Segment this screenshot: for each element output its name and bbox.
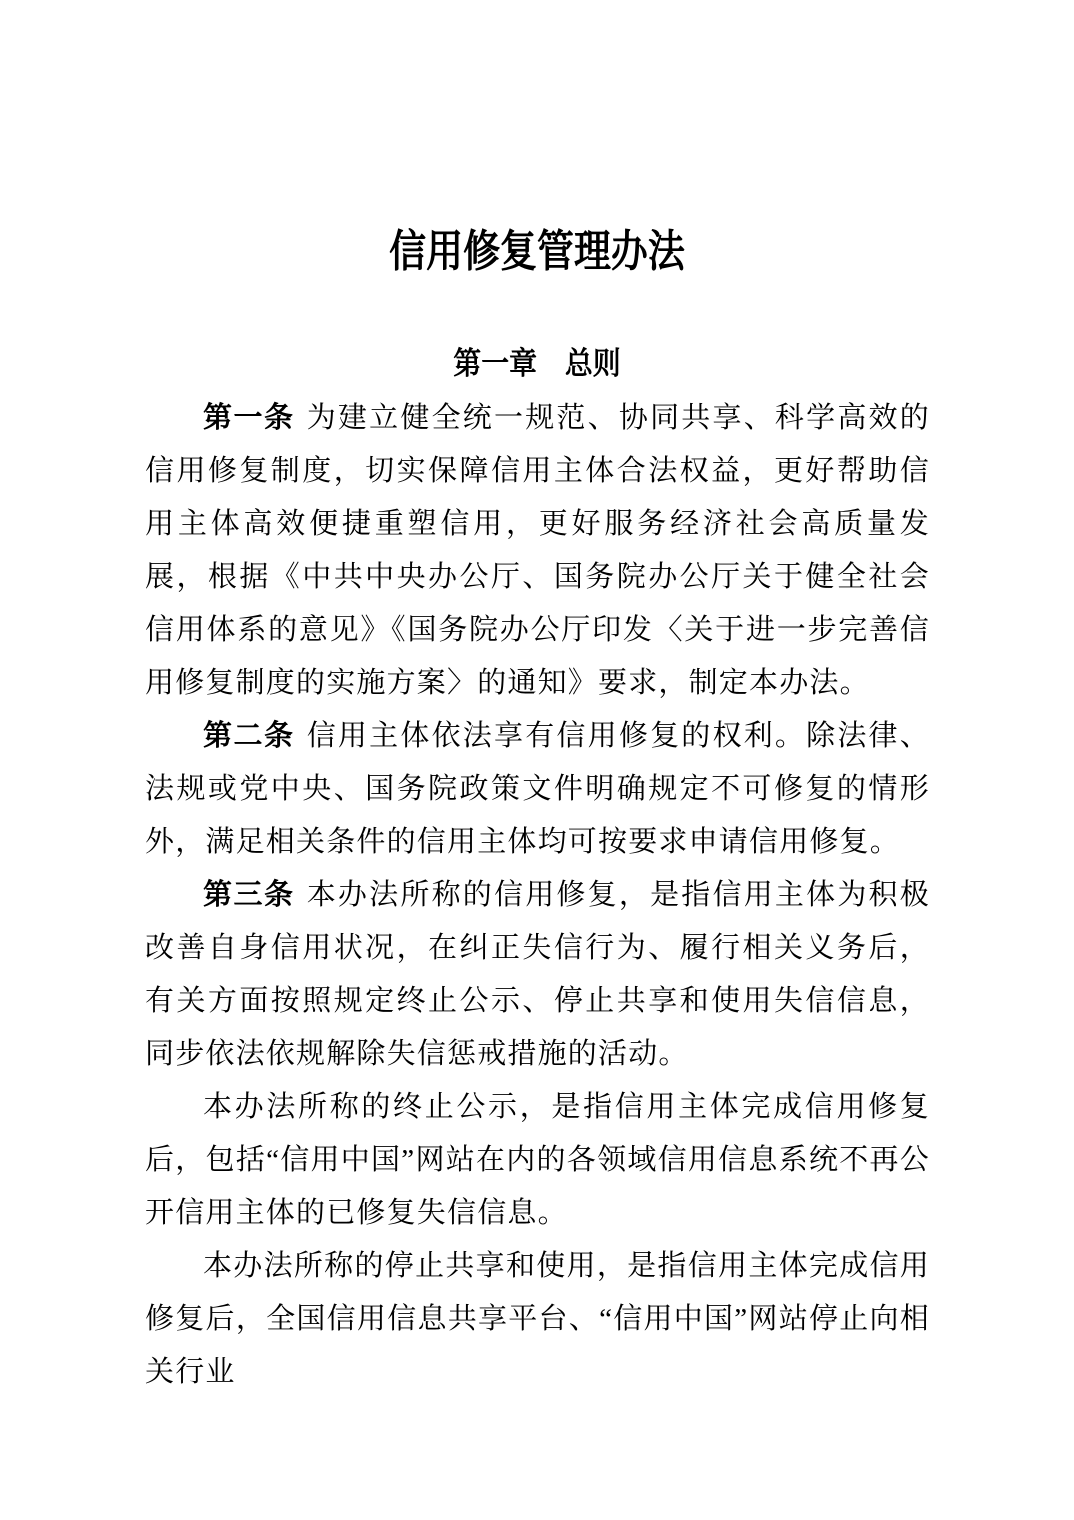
paragraph-text: 为建立健全统一规范、协同共享、科学高效的信用修复制度，切实保障信用主体合法权益，更好帮助信用主体高效便捷重塑信用，更好服务经济社会高质量发展，根据《中共中央办公厅、国务院办公厅关于健全社会信用体系的意见》《国务院办公厅印发〈关于进一步完善信用修复制度的实施方案〉的通知》要求，制定本办法。 bbox=[145, 402, 930, 699]
document-title-text: 信用修复管理办法 bbox=[389, 227, 685, 276]
article-paragraph bbox=[145, 710, 930, 869]
document-body bbox=[145, 392, 930, 1399]
paragraph-text: 本办法所称的停止共享和使用，是指信用主体完成信用修复后，全国信用信息共享平台、“信用中国”网站停止向相关行业 bbox=[145, 1250, 930, 1388]
article-number-label: 第二条 bbox=[203, 720, 295, 752]
paragraph-text: 本办法所称的终止公示，是指信用主体完成信用修复后，包括“信用中国”网站在内的各领域信用信息系统不再公开信用主体的已修复失信信息。 bbox=[145, 1091, 930, 1229]
paragraph-text: 本办法所称的信用修复，是指信用主体为积极改善自身信用状况，在纠正失信行为、履行相关义务后，有关方面按照规定终止公示、停止共享和使用失信信息，同步依法依规解除失信惩戒措施的活动。 bbox=[145, 879, 930, 1070]
document-title bbox=[0, 0, 1074, 277]
article-paragraph bbox=[145, 392, 930, 710]
article-number-label: 第三条 bbox=[203, 879, 295, 911]
article-paragraph bbox=[145, 869, 930, 1081]
article-paragraph bbox=[145, 1240, 930, 1399]
chapter-heading-text: 第一章 总则 bbox=[453, 346, 621, 381]
paragraph-text: 信用主体依法享有信用修复的权利。除法律、法规或党中央、国务院政策文件明确规定不可修复的情形外，满足相关条件的信用主体均可按要求申请信用修复。 bbox=[145, 720, 930, 858]
article-paragraph bbox=[145, 1081, 930, 1240]
article-number-label: 第一条 bbox=[203, 402, 295, 434]
chapter-heading bbox=[0, 344, 1074, 384]
